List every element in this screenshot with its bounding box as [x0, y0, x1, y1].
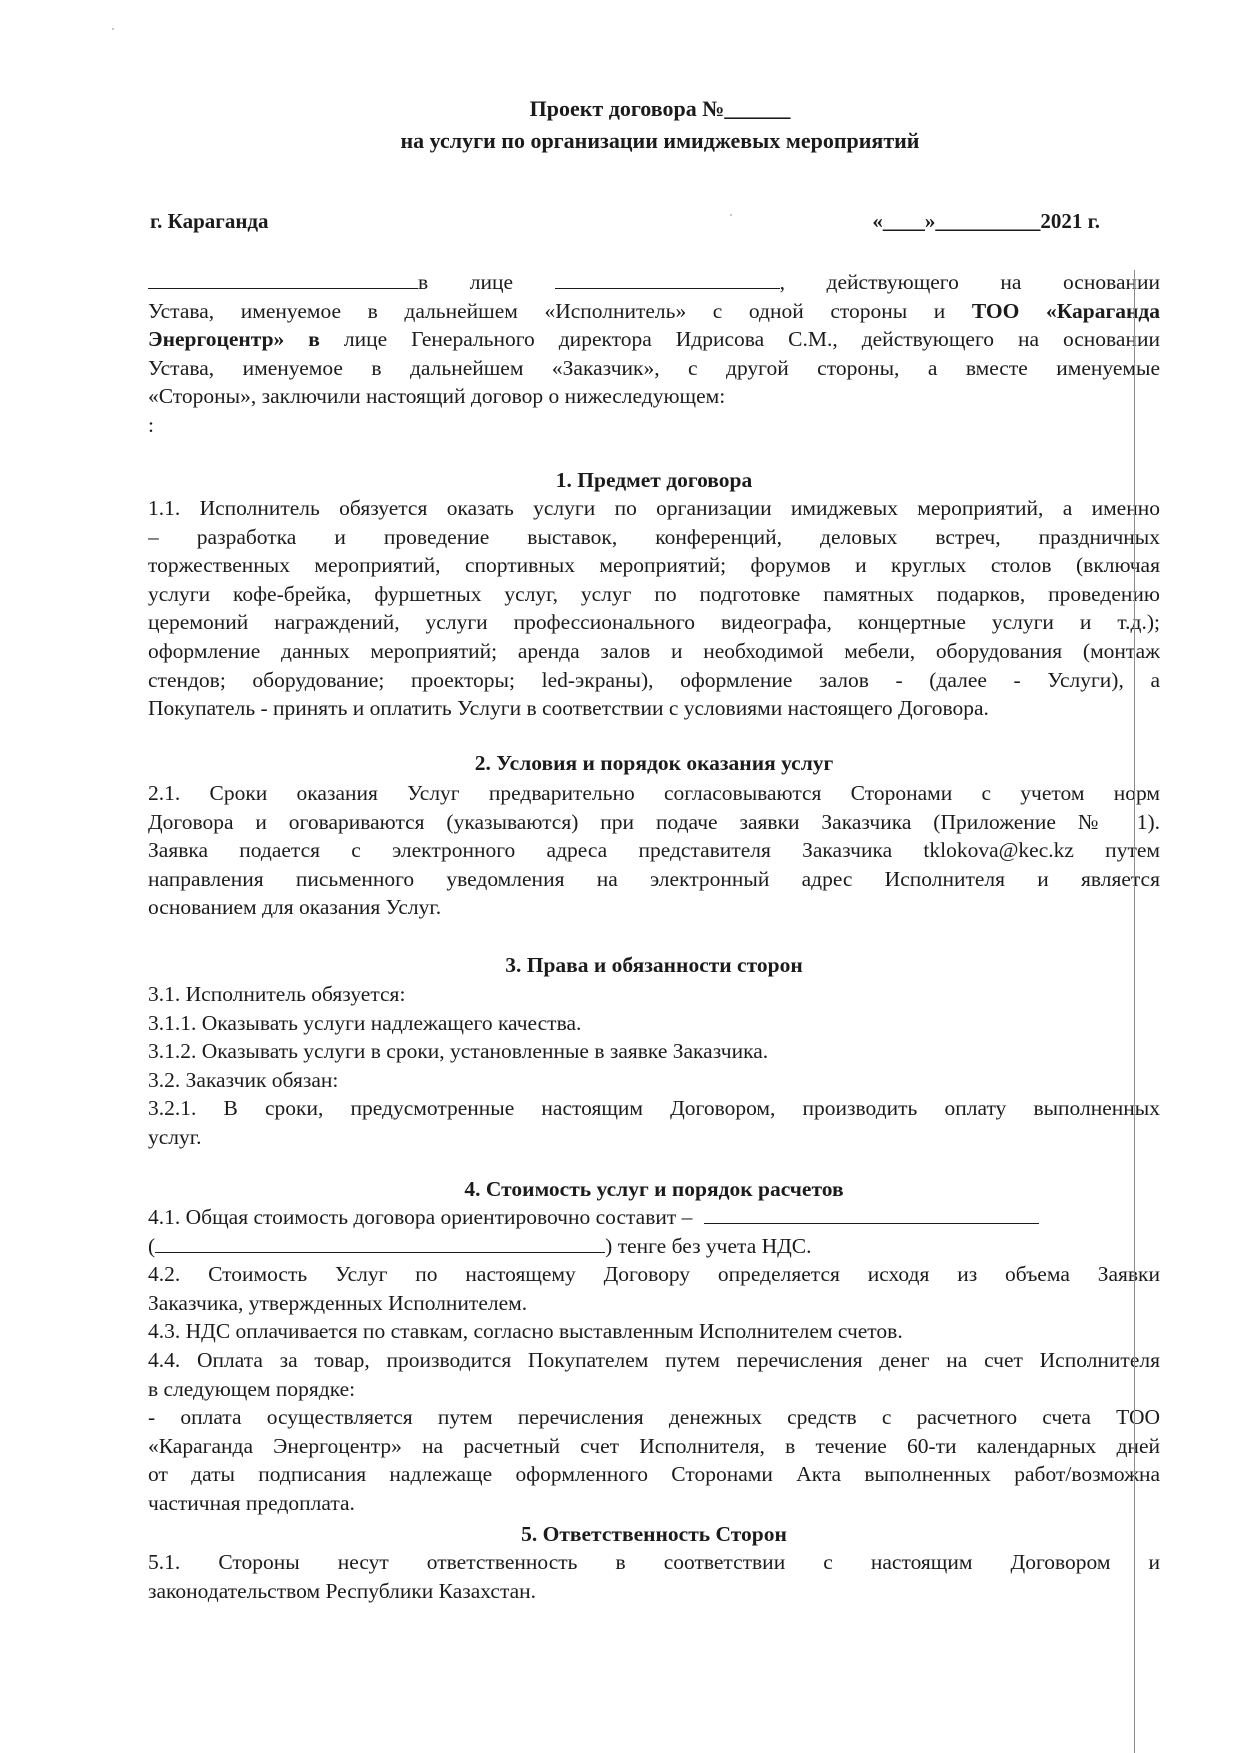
document-title: Проект договора №______ — [529, 96, 791, 121]
text-line: торжественных мероприятий, спортивных мероприятий; форумов и круглых столов (включая — [148, 553, 1160, 578]
preamble-line — [148, 297, 1160, 326]
preamble-text: Устава, именуемое в дальнейшем «Исполнитель» с одной стороны и — [148, 298, 946, 323]
text-line: 3.1. Исполнитель обязуется: — [148, 982, 406, 1006]
section-body — [148, 980, 1160, 1152]
cost-label: 4.1. Общая стоимость договора ориентировочно составит – — [148, 1205, 693, 1229]
preamble-line — [148, 325, 1160, 354]
text-line: Заказчика, утвержденных Исполнителем. — [148, 1290, 528, 1315]
preamble-company: Энергоцентр» в — [148, 327, 320, 352]
section-body — [148, 494, 1160, 723]
scan-margin-line — [1134, 270, 1135, 1753]
preamble — [148, 268, 1160, 440]
text-line: услуг. — [148, 1124, 202, 1149]
text-line: 4.2. Стоимость Услуг по настоящему Договору определяется исходя из объема Заявки — [148, 1262, 1160, 1287]
text-line: 5.1. Стороны несут ответственность в соответствии с настоящим Договором и — [148, 1550, 1160, 1574]
preamble-line — [148, 268, 1160, 297]
preamble-line: : — [148, 412, 154, 437]
text-line — [148, 1203, 1160, 1232]
text-line: 3.2. Заказчик обязан: — [148, 1067, 339, 1092]
preamble-text: в лице — [418, 270, 514, 294]
scan-speck — [112, 28, 114, 30]
text-line: в следующем порядке: — [148, 1376, 356, 1401]
section-heading: 5. Ответственность Сторон — [521, 1522, 787, 1546]
section-heading: 2. Условия и порядок оказания услуг — [474, 751, 834, 775]
blank-total-cost — [704, 1203, 1039, 1224]
text-line: 3.1.1. Оказывать услуги надлежащего качества. — [148, 1010, 582, 1035]
blank-executor-name — [148, 268, 418, 289]
text-line: 3.2.1. В сроки, предусмотренные настоящим Договором, производить оплату выполненных — [148, 1096, 1160, 1121]
preamble-line: «Стороны», заключили настоящий договор о нижеследующем: — [148, 384, 726, 409]
section-body — [148, 1548, 1160, 1605]
paren-open: ( — [148, 1233, 156, 1258]
text-line: 2.1. Сроки оказания Услуг предварительно согласовываются Сторонами с учетом норм — [148, 781, 1160, 805]
text-line: 4.4. Оплата за товар, производится Покупателем путем перечисления денег на счет Исполнителя — [148, 1347, 1160, 1372]
preamble-text: , действующего на основании — [779, 270, 1160, 294]
scan-speck — [730, 214, 732, 216]
blank-cost-in-words — [155, 1232, 605, 1253]
document-subtitle: на услуги по организации имиджевых мероприятий — [400, 128, 920, 153]
text-line: Заявка подается с электронного адреса представителя Заказчика tklokova@kec.kz путем — [148, 838, 1160, 863]
text-line: Покупатель - принять и оплатить Услуги в соответствии с условиями настоящего Договора. — [148, 696, 989, 721]
text-line: от даты подписания надлежаще оформленного Сторонами Акта выполненных работ/возможна — [148, 1462, 1160, 1487]
text-line: - оплата осуществляется путем перечисления денежных средств с расчетного счета ТОО — [148, 1405, 1160, 1430]
text-line: 4.3. НДС оплачивается по ставкам, согласно выставленным Исполнителем счетов. — [148, 1319, 903, 1344]
text-line: оформление данных мероприятий; аренда залов и необходимой мебели, оборудования (монтаж — [148, 638, 1160, 663]
section-body — [148, 1203, 1160, 1518]
text-line: 3.1.2. Оказывать услуги в сроки, установленные в заявке Заказчика. — [148, 1039, 769, 1064]
section-heading: 3. Права и обязанности сторон — [505, 953, 803, 977]
text-line — [148, 1232, 1160, 1261]
text-line: стендов; оборудование; проекторы; led-экраны), оформление залов - (далее - Услуги), а — [148, 667, 1160, 692]
blank-representative — [555, 268, 780, 289]
preamble-text: лице Генерального директора Идрисова С.М., действующего на основании — [343, 327, 1160, 352]
text-line: законодательством Республики Казахстан. — [148, 1578, 537, 1603]
text-line: основанием для оказания Услуг. — [148, 895, 442, 920]
cost-currency-note: ) тенге без учета НДС. — [605, 1233, 812, 1258]
text-line: услуги кофе-брейка, фуршетных услуг, услуг по подготовке памятных подарков, проведению — [148, 581, 1160, 606]
section-heading: 1. Предмет договора — [555, 468, 753, 492]
text-line: – разработка и проведение выставок, конференций, деловых встреч, праздничных — [148, 524, 1160, 549]
city-label: г. Караганда — [150, 209, 269, 233]
preamble-company: ТОО «Караганда — [971, 298, 1160, 323]
text-line: 1.1. Исполнитель обязуется оказать услуги по организации имиджевых мероприятий, а именно — [148, 496, 1160, 520]
section-body — [148, 779, 1160, 922]
text-line: церемоний награждений, услуги профессионального видеографа, концертные услуги и т.д.); — [148, 610, 1160, 635]
text-line: направления письменного уведомления на электронный адрес Исполнителя и является — [148, 866, 1160, 891]
text-line: частичная предоплата. — [148, 1490, 355, 1515]
text-line: «Караганда Энергоцентр» на расчетный счет Исполнителя, в течение 60-ти календарных дней — [148, 1433, 1160, 1458]
text-line: Договора и оговариваются (указываются) при подаче заявки Заказчика (Приложение № 1). — [148, 809, 1160, 834]
date-field: «____»__________2021 г. — [872, 209, 1100, 233]
section-heading: 4. Стоимость услуг и порядок расчетов — [464, 1177, 844, 1201]
preamble-line: Устава, именуемое в дальнейшем «Заказчик», с другой стороны, а вместе именуемые — [148, 355, 1160, 380]
